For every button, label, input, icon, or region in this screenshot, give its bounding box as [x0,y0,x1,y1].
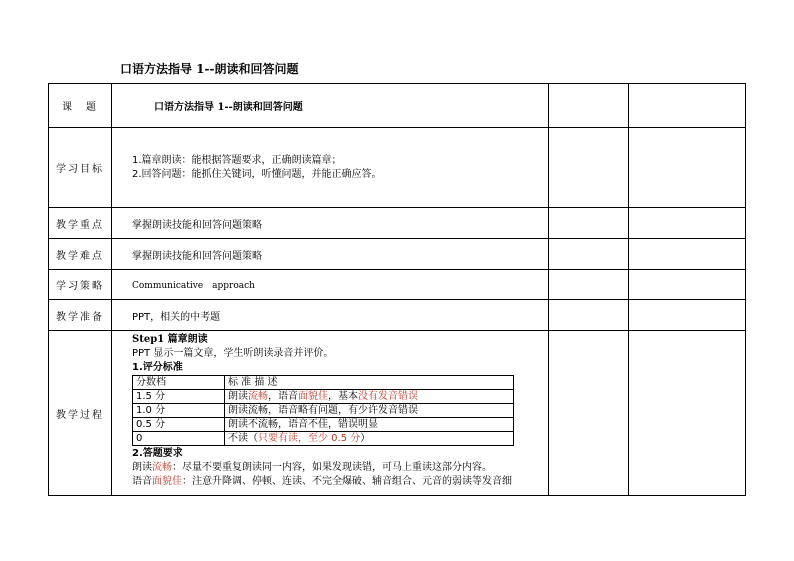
lesson-plan-table [48,83,746,496]
requirements-heading: 2.答题要求 [132,448,183,459]
score-table [132,375,514,446]
criteria-cell [225,390,514,404]
requirement-1: 朗读流畅：尽量不要重复朗读同一内容，如果发现读错，可马上重读这部分内容。 [132,462,492,473]
document-title: 口语方法指导 1--朗读和回答问题 [120,62,299,76]
requirement-2: 语音面貌佳：注意升降调、停顿、连读、不完全爆破、辅音组合、元音的弱读等发音细 [132,476,512,487]
value-key-point: 掌握朗读技能和回答问题策略 [112,208,549,239]
blank-cell [549,128,629,208]
criteria-highlight: 没有发音错误 [358,390,418,402]
score-row [133,418,514,432]
criteria-highlight: 面貌佳 [298,390,328,402]
goal-line-1: 1.篇章朗读：能根据答题要求，正确朗读篇章； [132,154,342,166]
label-key-point: 教学重点 [49,208,112,239]
score-cell: 1.0 分 [133,404,225,418]
criteria-text: 朗读 [228,390,248,402]
row-preparation [49,300,746,331]
label-process: 教学过程 [49,331,112,496]
blank-cell [549,84,629,128]
value-difficulty: 掌握朗读技能和回答问题策略 [112,239,549,270]
criteria-cell [225,432,514,446]
step1-intro: PPT 显示一篇文章，学生听朗读录音并评价。 [132,348,334,359]
goal-line-2: 2.回答问题：能抓住关键词，听懂问题，并能正确应答。 [132,168,382,180]
label-topic: 课 题 [49,84,112,128]
value-preparation: PPT，相关的中考题 [112,300,549,331]
criteria-cell: 朗读不流畅，语音不佳，错误明显 [225,418,514,432]
row-goals [49,128,746,208]
label-difficulty: 教学难点 [49,239,112,270]
blank-cell [629,300,746,331]
score-cell: 0.5 分 [133,418,225,432]
blank-cell [629,84,746,128]
row-strategy [49,270,746,300]
label-preparation: 教学准备 [49,300,112,331]
score-row [133,390,514,404]
criteria-text: ，语音 [268,390,298,402]
score-header-cell: 分数档 [133,376,225,390]
criteria-highlight: 只要有读，至少 0.5 分 [258,432,361,444]
blank-cell [629,331,746,496]
blank-cell [549,239,629,270]
criteria-heading: 1.评分标准 [132,362,183,373]
score-table-header [133,376,514,390]
criteria-cell: 朗读流畅，语音略有问题，有少许发音错误 [225,404,514,418]
blank-cell [629,128,746,208]
score-row [133,432,514,446]
blank-cell [549,300,629,331]
score-cell: 1.5 分 [133,390,225,404]
score-row [133,404,514,418]
blank-cell [629,208,746,239]
criteria-header-cell: 标 准 描 述 [225,376,514,390]
row-key-point [49,208,746,239]
label-strategy: 学习策略 [49,270,112,300]
value-topic: 口语方法指导 1--朗读和回答问题 [112,84,549,128]
criteria-text: ） [360,432,371,444]
row-difficulty [49,239,746,270]
row-process [49,331,746,496]
row-topic [49,84,746,128]
criteria-text: 不读（ [228,432,258,444]
blank-cell [549,331,629,496]
criteria-text: ，基本 [328,390,358,402]
blank-cell [549,208,629,239]
criteria-highlight: 流畅 [248,390,268,402]
blank-cell [629,270,746,300]
value-process [112,331,549,496]
blank-cell [549,270,629,300]
label-goals: 学习目标 [49,128,112,208]
score-cell: 0 [133,432,225,446]
value-goals [112,128,549,208]
blank-cell [629,239,746,270]
step1-heading: Step1 篇章朗读 [132,334,208,345]
value-strategy: Communicative approach [112,270,549,300]
